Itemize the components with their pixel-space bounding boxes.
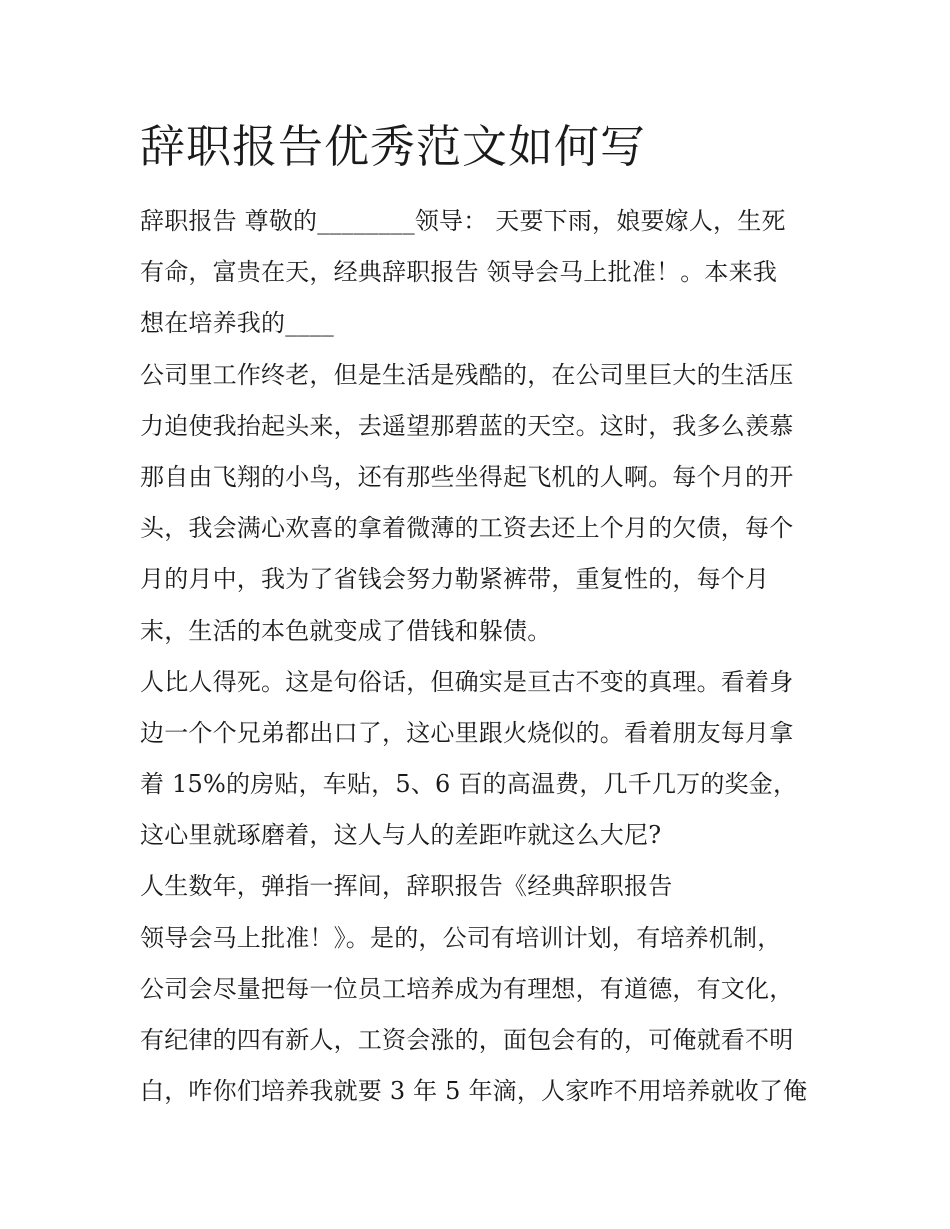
body-line: 力迫使我抬起头来，去遥望那碧蓝的天空。这时，我多么羡慕 (140, 411, 794, 440)
body-line: 头，我会满心欢喜的拿着微薄的工资去还上个月的欠债，每个 (140, 514, 794, 543)
body-line: 有纪律的四有新人，工资会涨的，面包会有的，可俺就看不明 (140, 1026, 794, 1054)
body-line: 公司会尽量把每一位员工培养成为有理想，有道德，有文化， (140, 974, 794, 1003)
body-line: 那自由飞翔的小鸟，还有那些坐得起飞机的人啊。每个月的开 (140, 462, 794, 491)
body-line: 末，生活的本色就变成了借钱和躲债。 (140, 616, 552, 645)
body-line: 想在培养我的____ (140, 309, 334, 338)
document-title: 辞职报告优秀范文如何写 (140, 120, 647, 173)
body-line: 人生数年，弹指一挥间，辞职报告《经典辞职报告 (140, 872, 673, 901)
body-line: 白，咋你们培养我就要 3 年 5 年滴，人家咋不用培养就收了俺 (140, 1077, 808, 1106)
body-line: 公司里工作终老，但是生活是残酷的，在公司里巨大的生活压 (140, 360, 794, 389)
body-line: 领导会马上批准！》。是的，公司有培训计划，有培养机制， (140, 923, 782, 952)
body-line: 人比人得死。这是句俗话，但确实是亘古不变的真理。看着身 (140, 667, 794, 696)
body-line: 月的月中，我为了省钱会努力勒紧裤带，重复性的，每个月 (140, 565, 770, 594)
body-line: 有命，富贵在天，经典辞职报告 领导会马上批准！。本来我 (140, 258, 778, 287)
body-line: 辞职报告 尊敬的________领导： 天要下雨，娘要嫁人，生死 (140, 207, 786, 235)
body-line: 这心里就琢磨着，这人与人的差距咋就这么大尼? (140, 821, 662, 850)
body-line: 着 15%的房贴，车贴，5、6 百的高温费，几千几万的奖金， (140, 770, 798, 799)
body-line: 边一个个兄弟都出口了，这心里跟火烧似的。看着朋友每月拿 (140, 718, 794, 747)
document-body (140, 196, 820, 1117)
